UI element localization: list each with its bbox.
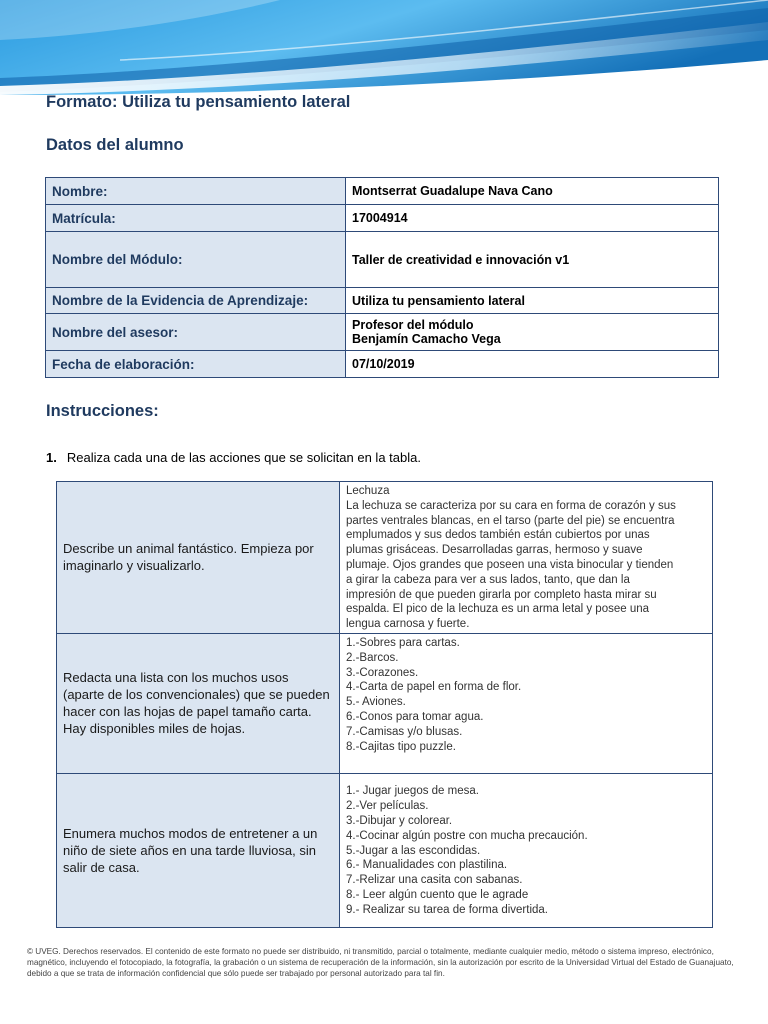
answer-line: 9.- Realizar su tarea de forma divertida.	[346, 903, 548, 916]
student-data-table	[45, 177, 719, 378]
table-row	[46, 232, 719, 288]
answer-line: 7.-Camisas y/o blusas.	[346, 725, 463, 738]
label-nombre: Nombre:	[46, 178, 346, 205]
value-fecha: 07/10/2019	[346, 351, 719, 378]
activities-table	[56, 481, 713, 928]
answer-line: 6.- Manualidades con plastilina.	[346, 859, 508, 872]
instruction-step	[46, 450, 421, 465]
table-row	[57, 773, 713, 927]
answer-line: 1.-Sobres para cartas.	[346, 636, 460, 649]
answer-cell	[340, 482, 713, 634]
answer-line: plumas grisáceas. Desarrolladas garras, hermoso y suave	[346, 544, 643, 557]
table-row	[46, 314, 719, 351]
label-modulo: Nombre del Módulo:	[46, 232, 346, 288]
answer-line: 1.- Jugar juegos de mesa.	[346, 785, 479, 798]
instructions-title: Instrucciones:	[46, 402, 159, 420]
question-cell: Redacta una lista con los muchos usos (aparte de los convencionales) que se pueden hacer con las hojas de papel tamaño carta. Hay disponibles miles de hojas.	[57, 633, 340, 773]
value-nombre: Montserrat Guadalupe Nava Cano	[346, 178, 719, 205]
step-text: Realiza cada una de las acciones que se solicitan en la tabla.	[66, 450, 421, 465]
table-row	[46, 351, 719, 378]
value-modulo: Taller de creatividad e innovación v1	[346, 232, 719, 288]
answer-cell	[340, 633, 713, 773]
answer-line: 3.-Corazones.	[346, 666, 419, 679]
answer-line: 4.-Carta de papel en forma de flor.	[346, 681, 522, 694]
answer-line: partes ventrales blancas, en el tarso (parte del pie) se encuentra	[346, 514, 675, 527]
answer-line: plumaje. Ojos grandes que poseen una vista binocular y tienden	[346, 558, 674, 571]
answer-line: 5.-Jugar a las escondidas.	[346, 844, 481, 857]
label-matricula: Matrícula:	[46, 205, 346, 232]
asesor-line-2: Benjamín Camacho Vega	[352, 332, 501, 346]
question-cell: Describe un animal fantástico. Empieza por imaginarlo y visualizarlo.	[57, 482, 340, 634]
table-row	[57, 633, 713, 773]
table-row	[46, 178, 719, 205]
table-row	[46, 288, 719, 314]
student-section-title: Datos del alumno	[46, 136, 184, 154]
answer-cell	[340, 773, 713, 927]
answer-line: 7.-Relizar una casita con sabanas.	[346, 874, 523, 887]
answer-line: 8.-Cajitas tipo puzzle.	[346, 740, 456, 753]
value-asesor	[346, 314, 719, 351]
banner-graphic	[0, 0, 768, 95]
answer-line: 2.-Barcos.	[346, 651, 399, 664]
question-cell: Enumera muchos modos de entretener a un niño de siete años en una tarde lluviosa, sin salir de casa.	[57, 773, 340, 927]
answer-line: Lechuza	[346, 485, 390, 497]
label-asesor: Nombre del asesor:	[46, 314, 346, 351]
value-evidencia: Utiliza tu pensamiento lateral	[346, 288, 719, 314]
table-row	[57, 482, 713, 634]
answer-line: impresión de que pueden girarla por completo hasta mirar su	[346, 588, 657, 601]
label-fecha: Fecha de elaboración:	[46, 351, 346, 378]
label-evidencia: Nombre de la Evidencia de Aprendizaje:	[46, 288, 346, 314]
answer-line: La lechuza se caracteriza por su cara en forma de corazón y sus	[346, 499, 676, 512]
answer-line: 4.-Cocinar algún postre con mucha precaución.	[346, 829, 588, 842]
answer-line: 5.- Aviones.	[346, 696, 406, 709]
value-matricula: 17004914	[346, 205, 719, 232]
step-number: 1.	[46, 450, 57, 465]
format-title: Formato: Utiliza tu pensamiento lateral	[46, 93, 351, 111]
copyright-footer: © UVEG. Derechos reservados. El contenido de este formato no puede ser distribuido, ni transmitido, parcial o totalmente, mediante cualquier medio, método o sistema impreso, electrónico, magnético, incluyendo el fotocopiado, la fotografía, la grabación o un sistema de recuperación de la información, sin la autorización por escrito de la Universidad Virtual del Estado de Guanajuato, debido a que se trata de información confidencial que sólo puede ser trabajado por personal autorizado para tal fin.	[27, 947, 734, 978]
answer-line: espalda. El pico de la lechuza es un arma letal y posee una	[346, 603, 650, 616]
answer-line: emplumados y sus dedos también están cubiertos por unas	[346, 529, 650, 542]
answer-line: lengua carnosa y fuerte.	[346, 618, 470, 631]
answer-line: 3.-Dibujar y colorear.	[346, 814, 453, 827]
table-row	[46, 205, 719, 232]
answer-line: 2.-Ver películas.	[346, 800, 429, 813]
header-banner	[0, 0, 768, 95]
answer-line: 8.- Leer algún cuento que le agrade	[346, 888, 529, 901]
answer-line: a girar la cabeza para ver a sus lados, tanto, que dan la	[346, 573, 630, 586]
answer-line: 6.-Conos para tomar agua.	[346, 710, 484, 723]
asesor-line-1: Profesor del módulo	[352, 318, 474, 332]
